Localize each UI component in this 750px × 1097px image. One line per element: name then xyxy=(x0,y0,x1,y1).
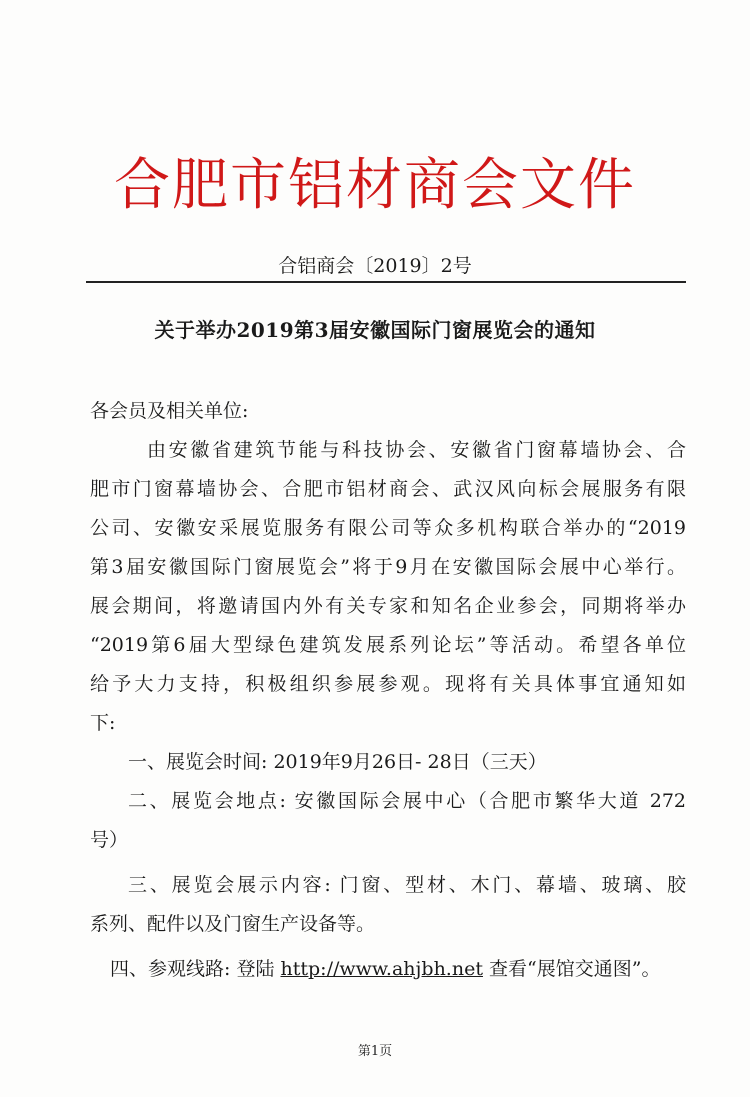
item-content: 三、展览会展示内容: 门窗、型材、木门、幕墙、玻璃、胶 xyxy=(128,874,686,896)
page-number: 第1页 xyxy=(357,1044,393,1059)
item-route xyxy=(90,950,686,989)
item-time: 一、展览会时间: 2019年9月26日- 28日（三天） xyxy=(128,751,547,773)
paragraph-line: 给予大力支持，积极组织参展参观。现将有关具体事宜通知如 xyxy=(90,673,686,695)
item-route-suffix: 查看“展馆交通图”。 xyxy=(489,958,661,980)
item-location: 二、展览会地点: 安徽国际会展中心（合肥市繁华大道 272 xyxy=(128,790,686,812)
item-location-cont: 号） xyxy=(90,829,129,851)
notice-body xyxy=(90,392,686,989)
website-link[interactable]: http://www.ahjbh.net xyxy=(280,958,483,980)
document-number: 合铝商会〔2019〕2号 xyxy=(278,255,472,277)
paragraph-line: “2019第6届大型绿色建筑发展系列论坛”等活动。希望各单位 xyxy=(90,634,686,656)
paragraph-line: 肥市门窗幕墙协会、合肥市铝材商会、武汉风向标会展服务有限 xyxy=(90,478,686,500)
paragraph-line: 下: xyxy=(90,712,116,734)
paragraph-line: 展会期间，将邀请国内外有关专家和知名企业参会，同期将举办 xyxy=(90,595,686,617)
notice-title: 关于举办2019第3届安徽国际门窗展览会的通知 xyxy=(154,318,596,342)
salutation: 各会员及相关单位: xyxy=(90,400,249,422)
paragraph-line: 由安徽省建筑节能与科技协会、安徽省门窗幕墙协会、合 xyxy=(147,439,686,461)
item-route-prefix: 四、参观线路: 登陆 xyxy=(110,958,275,980)
paragraph-line: 公司、安徽安采展览服务有限公司等众多机构联合举办的“2019 xyxy=(90,517,686,539)
document-header-title: 合肥市铝材商会文件 xyxy=(114,153,636,218)
header-divider xyxy=(86,281,686,283)
paragraph-line: 第3届安徽国际门窗展览会”将于9月在安徽国际会展中心举行。 xyxy=(90,556,686,578)
item-content-cont: 系列、配件以及门窗生产设备等。 xyxy=(90,913,376,935)
